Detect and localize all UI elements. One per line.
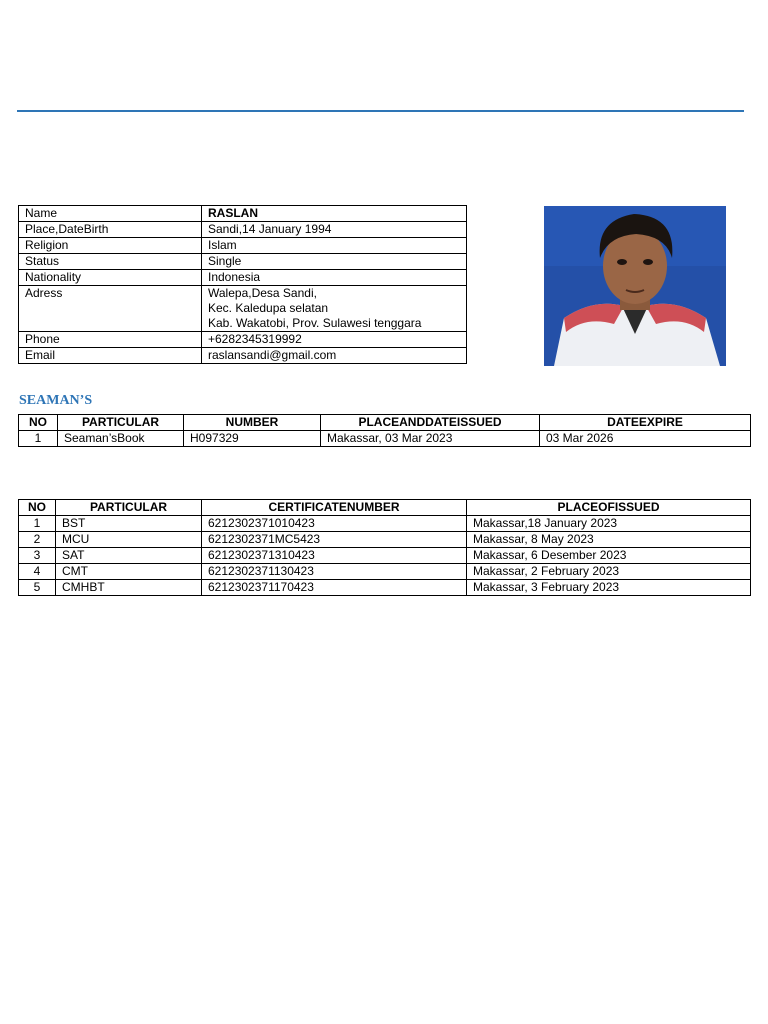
table-cell: CMHBT (56, 580, 202, 596)
table-cell: Makassar, 8 May 2023 (467, 532, 751, 548)
portrait-illustration (544, 206, 726, 366)
value-nationality: Indonesia (202, 270, 467, 286)
column-header: NUMBER (184, 415, 321, 431)
table-row (19, 564, 751, 580)
label-nationality: Nationality (19, 270, 202, 286)
table-row (19, 431, 751, 447)
column-header: NO (19, 500, 56, 516)
column-header: PARTICULAR (56, 500, 202, 516)
table-row (19, 254, 467, 270)
table-cell: BST (56, 516, 202, 532)
table-cell: Makassar, 3 February 2023 (467, 580, 751, 596)
label-name: Name (19, 206, 202, 222)
table-row (19, 206, 467, 222)
table-row (19, 532, 751, 548)
table-cell: MCU (56, 532, 202, 548)
table-cell: Makassar, 2 February 2023 (467, 564, 751, 580)
label-email: Email (19, 348, 202, 364)
value-name: RASLAN (202, 206, 467, 222)
table-cell: 6212302371310423 (202, 548, 467, 564)
column-header: PLACEOFISSUED (467, 500, 751, 516)
personal-info-table (18, 205, 467, 364)
table-row (19, 348, 467, 364)
table-cell: Makassar,18 January 2023 (467, 516, 751, 532)
table-row (19, 270, 467, 286)
value-religion: Islam (202, 238, 467, 254)
label-birth: Place,DateBirth (19, 222, 202, 238)
seaman-table (18, 414, 751, 447)
column-header: NO (19, 415, 58, 431)
table-cell: 6212302371MC5423 (202, 532, 467, 548)
table-cell: H097329 (184, 431, 321, 447)
table-header-row (19, 415, 751, 431)
table-row (19, 238, 467, 254)
seaman-section-title: SEAMAN’S (19, 393, 93, 408)
header-rule (17, 110, 744, 112)
table-cell: Makassar, 6 Desember 2023 (467, 548, 751, 564)
certificates-table (18, 499, 751, 596)
table-cell: 5 (19, 580, 56, 596)
table-cell: Seaman’sBook (58, 431, 184, 447)
table-header-row (19, 500, 751, 516)
table-cell: 6212302371010423 (202, 516, 467, 532)
table-cell: 03 Mar 2026 (540, 431, 751, 447)
table-row (19, 516, 751, 532)
table-cell: 6212302371130423 (202, 564, 467, 580)
column-header: CERTIFICATENUMBER (202, 500, 467, 516)
table-cell: 3 (19, 548, 56, 564)
table-row (19, 332, 467, 348)
table-row (19, 580, 751, 596)
label-religion: Religion (19, 238, 202, 254)
table-cell: Makassar, 03 Mar 2023 (321, 431, 540, 447)
column-header: DATEEXPIRE (540, 415, 751, 431)
value-email: raslansandi@gmail.com (202, 348, 467, 364)
table-cell: 6212302371170423 (202, 580, 467, 596)
profile-photo (544, 206, 726, 366)
label-status: Status (19, 254, 202, 270)
table-cell: 4 (19, 564, 56, 580)
column-header: PLACEANDDATEISSUED (321, 415, 540, 431)
table-row (19, 286, 467, 332)
table-cell: CMT (56, 564, 202, 580)
value-birth: Sandi,14 January 1994 (202, 222, 467, 238)
table-cell: 1 (19, 516, 56, 532)
address-line: Kab. Wakatobi, Prov. Sulawesi tenggara (208, 316, 422, 330)
label-address: Adress (19, 286, 202, 332)
table-cell: SAT (56, 548, 202, 564)
address-line: Kec. Kaledupa selatan (208, 301, 329, 315)
address-line: Walepa,Desa Sandi, (208, 286, 317, 300)
table-row (19, 548, 751, 564)
value-address (202, 286, 467, 332)
table-cell: 2 (19, 532, 56, 548)
value-phone: +6282345319992 (202, 332, 467, 348)
label-phone: Phone (19, 332, 202, 348)
table-cell: 1 (19, 431, 58, 447)
value-status: Single (202, 254, 467, 270)
column-header: PARTICULAR (58, 415, 184, 431)
table-row (19, 222, 467, 238)
